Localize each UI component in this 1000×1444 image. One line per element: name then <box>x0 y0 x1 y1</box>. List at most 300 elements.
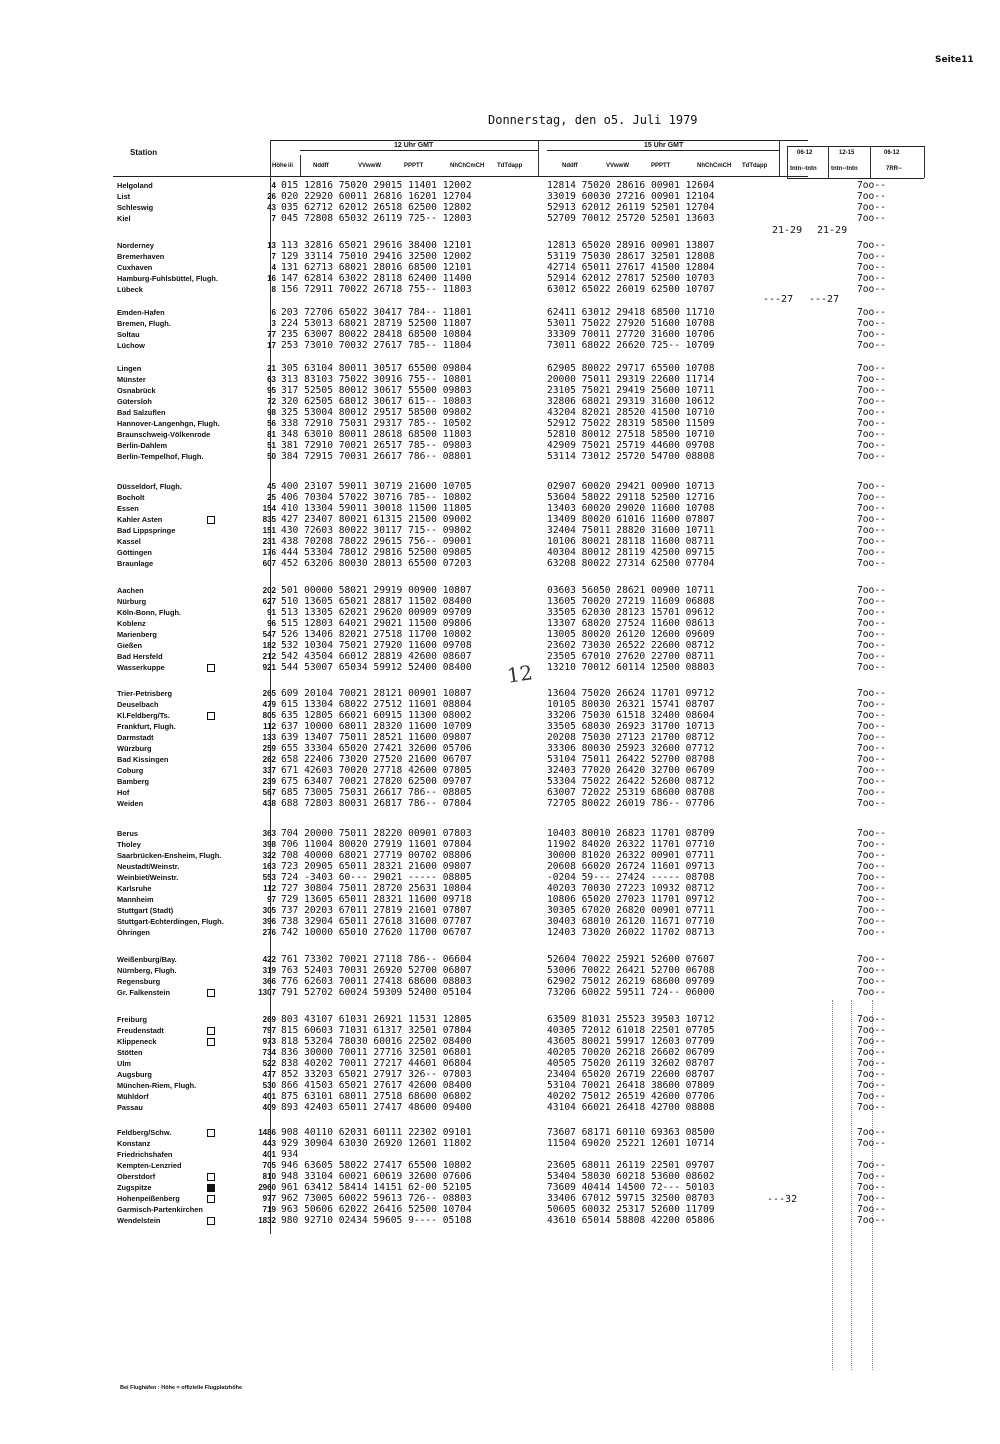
station-name: Zugspitze <box>117 1183 152 1192</box>
obs-12utc: 609 20104 70021 28121 00901 10807 <box>281 688 472 699</box>
obs-12utc: 452 63206 80030 28013 65500 07203 <box>281 558 472 569</box>
obs-12utc: 658 22406 73020 27520 21600 06707 <box>281 754 472 765</box>
station-height: 567 <box>262 788 276 797</box>
station-name: Ulm <box>117 1059 131 1068</box>
station-name: Weißenburg/Bay. <box>117 955 177 964</box>
obs-12utc: 852 33203 65021 27917 326-- 07803 <box>281 1069 472 1080</box>
obs-15utc: 40202 75012 26519 42600 07706 <box>547 1091 715 1102</box>
obs-15utc: 12813 65020 28916 00901 13807 <box>547 240 715 251</box>
obs-15utc: 53114 73012 25720 54700 08808 <box>547 451 715 462</box>
extra-code: 7oo-- <box>857 440 886 451</box>
station-name: Berlin-Tempelhof, Flugh. <box>117 452 204 461</box>
extra-code: 7oo-- <box>857 525 886 536</box>
obs-15utc: 13307 68020 27524 11600 08613 <box>547 618 715 629</box>
station-height: 17 <box>267 341 276 350</box>
obs-15utc: 53604 58022 29118 52500 12716 <box>547 492 715 503</box>
extra-code: 7oo-- <box>857 754 886 765</box>
obs-12utc: 384 72915 70031 26617 786-- 08801 <box>281 451 472 462</box>
station-height: 477 <box>262 1070 276 1079</box>
station-name: Hof <box>117 788 130 797</box>
extra-code: 7oo-- <box>857 251 886 262</box>
station-height: 163 <box>262 862 276 871</box>
obs-12utc: 929 30904 63030 26920 12601 11802 <box>281 1138 472 1149</box>
obs-12utc: 737 20203 67011 27819 21601 07807 <box>281 905 472 916</box>
station-name: Darmstadt <box>117 733 154 742</box>
extra-code: 7oo-- <box>857 1036 886 1047</box>
obs-12utc: 934 <box>281 1149 299 1160</box>
station-height: 112 <box>263 884 276 893</box>
obs-12utc: 685 73005 75031 26617 786-- 08805 <box>281 787 472 798</box>
obs-12utc: 708 40000 68021 27719 00702 08806 <box>281 850 472 861</box>
obs-12utc: 526 13406 82021 27518 11700 10802 <box>281 629 472 640</box>
station-name: Weinbiet/Weinstr. <box>117 873 179 882</box>
obs-15utc: 62902 75012 26219 68600 09709 <box>547 976 715 987</box>
obs-12utc: 203 72706 65022 30417 784-- 11801 <box>281 307 472 318</box>
station-name: Tholey <box>117 840 141 849</box>
station-height: 705 <box>262 1161 276 1170</box>
mountain-station-marker <box>207 1195 215 1203</box>
station-height: 443 <box>262 1139 276 1148</box>
obs-12utc: 015 12816 75020 29015 11401 12002 <box>281 180 472 191</box>
extra-code: 7oo-- <box>857 743 886 754</box>
station-height: 77 <box>267 330 276 339</box>
station-name: Oberstdorf <box>117 1172 156 1181</box>
obs-15utc: 33306 80030 25923 32600 07712 <box>547 743 715 754</box>
obs-12utc: 946 63605 58022 27417 65500 10802 <box>281 1160 472 1171</box>
rbox3-title: 06-12 <box>884 150 900 156</box>
station-height: 401 <box>262 1150 276 1159</box>
footnote: Bei Flughäfen : Höhe = offizielle Flugplatzhöhe <box>120 1385 243 1391</box>
extra-code: 7oo-- <box>857 451 886 462</box>
obs-15utc: 23505 67010 27620 22700 08711 <box>547 651 715 662</box>
station-height: 2960 <box>258 1183 276 1192</box>
station-height: 6 <box>271 308 276 317</box>
station-name: Hamburg-Fuhlsbüttel, Flugh. <box>117 274 218 283</box>
obs-12utc: 836 30000 70011 27716 32501 06801 <box>281 1047 472 1058</box>
right-box-divider <box>828 146 829 178</box>
col-divider <box>300 155 301 176</box>
station-height: 797 <box>262 1026 276 1035</box>
col-divider <box>779 140 780 176</box>
extra-code: 7oo-- <box>857 662 886 673</box>
extra-code: 7oo-- <box>857 240 886 251</box>
obs-15utc: 52709 70012 25720 52501 13603 <box>547 213 715 224</box>
station-height: 1486 <box>258 1128 276 1137</box>
obs-12utc: 671 42603 70020 27718 42600 07805 <box>281 765 472 776</box>
obs-15utc: 72705 80022 26019 786-- 07706 <box>547 798 715 809</box>
obs-15utc: 53404 58030 60218 53600 08602 <box>547 1171 715 1182</box>
obs-15utc: 53104 70021 26418 38600 07809 <box>547 1080 715 1091</box>
col15-vvwww: VVwwW <box>606 163 630 169</box>
obs-15utc: 52913 62012 26119 52501 12704 <box>547 202 715 213</box>
station-height: 212 <box>262 652 276 661</box>
station-height: 95 <box>267 386 276 395</box>
station-name: Bad Kissingen <box>117 755 169 764</box>
station-height: 530 <box>262 1081 276 1090</box>
extra-code: 7oo-- <box>857 213 886 224</box>
extra-code: 7oo-- <box>857 385 886 396</box>
station-name: Friedrichshafen <box>117 1150 173 1159</box>
station-name: Nürburg <box>117 597 147 606</box>
obs-15utc: 62905 80022 29717 65500 10708 <box>547 363 715 374</box>
extra-code: 7oo-- <box>857 273 886 284</box>
obs-15utc: 32806 68021 29319 31600 10612 <box>547 396 715 407</box>
mountain-station-marker <box>207 712 215 720</box>
station-height: 16 <box>267 274 276 283</box>
obs-15utc: 63012 65022 26019 62500 10707 <box>547 284 715 295</box>
obs-12utc: 317 52505 80012 30617 55500 09803 <box>281 385 472 396</box>
obs-12utc: 763 52403 70031 26920 52700 06807 <box>281 965 472 976</box>
obs-15utc: 13210 70012 60114 12500 08803 <box>547 662 715 673</box>
obs-12utc: 253 73010 70032 27617 785-- 11804 <box>281 340 472 351</box>
station-name: Kempten-Lenzried <box>117 1161 182 1170</box>
extra-code: 7oo-- <box>857 202 886 213</box>
extra-code: 7oo-- <box>857 1014 886 1025</box>
col-divider <box>538 140 539 176</box>
extra-code: 7oo-- <box>857 894 886 905</box>
station-name: Mannheim <box>117 895 154 904</box>
obs-12utc: 020 22920 60011 26816 16201 12704 <box>281 191 472 202</box>
station-height: 265 <box>262 689 276 698</box>
obs-12utc: 410 13304 59011 30018 11500 11805 <box>281 503 472 514</box>
station-name: Aachen <box>117 586 144 595</box>
station-name: Wendelstein <box>117 1216 161 1225</box>
station-height: 3 <box>271 319 276 328</box>
obs-15utc: 33019 60030 27216 00901 12104 <box>547 191 715 202</box>
station-name: Braunschweig-Völkenrode <box>117 430 211 439</box>
station-name: Bremerhaven <box>117 252 165 261</box>
station-name: Münster <box>117 375 146 384</box>
obs-12utc: 400 23107 59011 30719 21600 10705 <box>281 481 472 492</box>
extra-code: 7oo-- <box>857 776 886 787</box>
station-height: 977 <box>262 1194 276 1203</box>
extra-code: 7oo-- <box>857 536 886 547</box>
station-height: 322 <box>262 851 276 860</box>
obs-12utc: 510 13605 65021 28817 11502 08400 <box>281 596 472 607</box>
extra-code: 7oo-- <box>857 651 886 662</box>
obs-15utc: 23605 68011 26119 22501 09707 <box>547 1160 715 1171</box>
station-height: 607 <box>262 559 276 568</box>
obs-15utc: 02907 60020 29421 00900 10713 <box>547 481 715 492</box>
station-height: 25 <box>267 493 276 502</box>
obs-15utc: 30403 68010 26120 11671 07710 <box>547 916 715 927</box>
obs-15utc: 12814 75020 28616 00901 12604 <box>547 180 715 191</box>
range-value: ---32 <box>767 1194 798 1205</box>
station-height: 45 <box>267 482 276 491</box>
station-name: Berlin-Dahlem <box>117 441 168 450</box>
obs-12utc: 761 73302 70021 27118 786-- 06604 <box>281 954 472 965</box>
obs-15utc: 73607 68171 60110 69363 08500 <box>547 1127 715 1138</box>
extra-code: 7oo-- <box>857 374 886 385</box>
station-height: 98 <box>267 408 276 417</box>
obs-15utc: 23404 65020 26719 22600 08707 <box>547 1069 715 1080</box>
obs-15utc: 11504 69020 25221 12601 10714 <box>547 1138 715 1149</box>
obs-12utc: 320 62505 68012 30617 615-- 10803 <box>281 396 472 407</box>
extra-code: 7oo-- <box>857 1069 886 1080</box>
obs-15utc: 43104 66021 26418 42700 08808 <box>547 1102 715 1113</box>
station-name: Osnabrück <box>117 386 156 395</box>
rbox1-title: 06-12 <box>797 150 813 156</box>
obs-15utc: 52604 70022 25921 52600 07607 <box>547 954 715 965</box>
station-name: Lüchow <box>117 341 145 350</box>
mountain-station-marker <box>207 1217 215 1225</box>
station-height: 409 <box>262 1103 276 1112</box>
mountain-station-marker <box>207 989 215 997</box>
rbox1-sub: tntn--tntn <box>790 166 817 172</box>
col12-vvwww: VVwwW <box>358 163 382 169</box>
mountain-station-marker <box>207 664 215 672</box>
group12-header: 12 Uhr GMT <box>394 142 434 149</box>
extra-code: 7oo-- <box>857 787 886 798</box>
obs-15utc: 33505 62030 28123 15701 09612 <box>547 607 715 618</box>
obs-12utc: 305 63104 80011 30517 65500 09804 <box>281 363 472 374</box>
station-height: 719 <box>262 1205 276 1214</box>
station-name: Bremen, Flugh. <box>117 319 171 328</box>
group15-header: 15 Uhr GMT <box>644 142 684 149</box>
station-height: 479 <box>262 700 276 709</box>
obs-15utc: 13005 80020 26120 12600 09609 <box>547 629 715 640</box>
station-height: 26 <box>267 192 276 201</box>
extra-code: 7oo-- <box>857 798 886 809</box>
extra-code: 7oo-- <box>857 481 886 492</box>
station-name: Gr. Falkenstein <box>117 988 170 997</box>
station-height: 319 <box>262 966 276 975</box>
obs-15utc: 53006 70022 26421 52700 06708 <box>547 965 715 976</box>
obs-15utc: 52810 80012 27518 58500 10710 <box>547 429 715 440</box>
station-name: Passau <box>117 1103 143 1112</box>
obs-12utc: 615 13304 68022 27512 11601 08804 <box>281 699 472 710</box>
obs-12utc: 961 63412 58414 14151 62-00 52105 <box>281 1182 472 1193</box>
extra-code: 7oo-- <box>857 1160 886 1171</box>
station-name: Nürnberg, Flugh. <box>117 966 177 975</box>
extra-code: 7oo-- <box>857 839 886 850</box>
extra-code: 7oo-- <box>857 1127 886 1138</box>
dotted-guide <box>851 1000 852 1370</box>
station-height: 262 <box>262 755 276 764</box>
extra-code: 7oo-- <box>857 905 886 916</box>
station-name: Konstanz <box>117 1139 151 1148</box>
station-height: 154 <box>262 504 276 513</box>
station-name: Klippeneck <box>117 1037 157 1046</box>
obs-15utc: 13605 70020 27219 11609 06808 <box>547 596 715 607</box>
obs-12utc: 738 32904 65011 27618 31600 07707 <box>281 916 472 927</box>
obs-12utc: 544 53007 65034 59912 52400 08400 <box>281 662 472 673</box>
station-name: Neustadt/Weinstr. <box>117 862 180 871</box>
station-name: Coburg <box>117 766 144 775</box>
extra-code: 7oo-- <box>857 307 886 318</box>
obs-12utc: 818 53204 78030 60016 22502 08400 <box>281 1036 472 1047</box>
obs-12utc: 635 12805 66021 60915 11300 08002 <box>281 710 472 721</box>
extra-code: 7oo-- <box>857 1171 886 1182</box>
col12-nddff: Nddff <box>313 163 329 169</box>
obs-15utc: 20208 75030 27123 21700 08712 <box>547 732 715 743</box>
extra-code: 7oo-- <box>857 1193 886 1204</box>
obs-12utc: 129 33114 75010 29416 32500 12002 <box>281 251 472 262</box>
station-name: München-Riem, Flugh. <box>117 1081 197 1090</box>
extra-code: 7oo-- <box>857 607 886 618</box>
extra-code: 7oo-- <box>857 732 886 743</box>
station-name: Berus <box>117 829 138 838</box>
station-height: 7 <box>271 252 276 261</box>
station-height: 627 <box>262 597 276 606</box>
extra-code: 7oo-- <box>857 850 886 861</box>
extra-code: 7oo-- <box>857 418 886 429</box>
extra-code: 7oo-- <box>857 547 886 558</box>
station-name: Kl.Feldberg/Ts. <box>117 711 170 720</box>
right-box-divider <box>870 146 871 178</box>
extra-code: 7oo-- <box>857 585 886 596</box>
station-height: 182 <box>262 641 276 650</box>
extra-code: 7oo-- <box>857 396 886 407</box>
station-name: Garmisch-Partenkirchen <box>117 1205 203 1214</box>
obs-15utc: 53119 75030 28617 32501 12808 <box>547 251 715 262</box>
station-name: Stuttgart (Stadt) <box>117 906 174 915</box>
obs-15utc: 73011 68022 26620 725-- 10709 <box>547 340 715 351</box>
extra-code: 7oo-- <box>857 363 886 374</box>
right-box-rule <box>787 146 924 147</box>
station-name: Kassel <box>117 537 141 546</box>
station-name: Öhringen <box>117 928 150 937</box>
station-name: Deuselbach <box>117 700 159 709</box>
station-name: Lingen <box>117 364 142 373</box>
station-height: 734 <box>262 1048 276 1057</box>
station-name: Norderney <box>117 241 154 250</box>
station-height: 13 <box>267 241 276 250</box>
obs-15utc: 63007 72022 25319 68600 08708 <box>547 787 715 798</box>
mountain-station-marker <box>207 516 215 524</box>
obs-15utc: 33206 75030 61518 32400 08604 <box>547 710 715 721</box>
obs-15utc: 12403 73020 26022 11702 08713 <box>547 927 715 938</box>
obs-12utc: 866 41503 65021 27617 42600 08400 <box>281 1080 472 1091</box>
obs-15utc: 10106 80021 28118 11600 08711 <box>547 536 715 547</box>
extra-code: 7oo-- <box>857 916 886 927</box>
obs-12utc: 338 72910 75031 29317 785-- 10502 <box>281 418 472 429</box>
station-name: Bocholt <box>117 493 145 502</box>
obs-12utc: 688 72803 80031 26817 786-- 07804 <box>281 798 472 809</box>
obs-15utc: 20000 75011 29319 22600 11714 <box>547 374 715 385</box>
obs-12utc: 348 63010 80011 28618 68500 11803 <box>281 429 472 440</box>
right-box-rule <box>787 178 924 179</box>
station-name: Bamberg <box>117 777 150 786</box>
station-name: Emden-Hafen <box>117 308 165 317</box>
extra-code: 7oo-- <box>857 883 886 894</box>
station-height: 50 <box>267 452 276 461</box>
extra-code: 7oo-- <box>857 262 886 273</box>
obs-15utc: 23602 73030 26522 22600 08712 <box>547 640 715 651</box>
station-height: 363 <box>262 829 276 838</box>
station-name: Wasserkuppe <box>117 663 165 672</box>
extra-code: 7oo-- <box>857 1047 886 1058</box>
obs-15utc: 43605 80021 59917 12603 07709 <box>547 1036 715 1047</box>
extra-code: 7oo-- <box>857 710 886 721</box>
station-height: 1307 <box>258 988 276 997</box>
station-name: Augsburg <box>117 1070 152 1079</box>
obs-15utc: 40305 72012 61018 22501 07705 <box>547 1025 715 1036</box>
station-height: 269 <box>262 1015 276 1024</box>
extra-code: 7oo-- <box>857 407 886 418</box>
mountain-station-marker <box>207 1038 215 1046</box>
obs-15utc: 40203 70030 27223 10932 08712 <box>547 883 715 894</box>
station-height: 337 <box>262 766 276 775</box>
col15-ppptt: PPPTT <box>651 163 671 169</box>
col15-nddff: Nddff <box>562 163 578 169</box>
station-height: 112 <box>263 722 276 731</box>
station-height: 97 <box>267 895 276 904</box>
range-value: ---27 <box>763 294 794 305</box>
obs-12utc: 532 10304 75021 27920 11600 09708 <box>281 640 472 651</box>
extra-code: 7oo-- <box>857 1091 886 1102</box>
station-height: 43 <box>267 203 276 212</box>
obs-15utc: 40505 75020 26119 32602 08707 <box>547 1058 715 1069</box>
mountain-station-marker <box>207 1184 215 1192</box>
station-height: 921 <box>262 663 276 672</box>
station-height: 56 <box>267 419 276 428</box>
station-name: Kiel <box>117 214 131 223</box>
extra-code: 7oo-- <box>857 765 886 776</box>
station-height: 973 <box>262 1037 276 1046</box>
obs-12utc: 723 20905 65011 28321 21600 09807 <box>281 861 472 872</box>
obs-15utc: 53304 75022 26422 52600 08712 <box>547 776 715 787</box>
extra-code: 7oo-- <box>857 1204 886 1215</box>
right-box-divider <box>924 146 925 178</box>
obs-12utc: 815 60603 71031 61317 32501 07804 <box>281 1025 472 1036</box>
obs-12utc: 963 50606 62022 26416 52500 10704 <box>281 1204 472 1215</box>
extra-code: 7oo-- <box>857 318 886 329</box>
station-name: Helgoland <box>117 181 153 190</box>
station-height: 401 <box>262 1092 276 1101</box>
obs-15utc: 40304 80012 28119 42500 09715 <box>547 547 715 558</box>
station-height: 438 <box>262 799 276 808</box>
station-height: 305 <box>262 906 276 915</box>
station-height: 151 <box>262 526 276 535</box>
station-height: 522 <box>262 1059 276 1068</box>
obs-15utc: 13604 75020 26624 11701 09712 <box>547 688 715 699</box>
obs-15utc: 73206 60022 59511 724-- 06000 <box>547 987 715 998</box>
station-name: Weiden <box>117 799 144 808</box>
extra-code: 7oo-- <box>857 1058 886 1069</box>
station-height: 96 <box>267 619 276 628</box>
obs-12utc: 113 32816 65021 29616 38400 12101 <box>281 240 472 251</box>
obs-15utc: 33406 67012 59715 32500 08703 <box>547 1193 715 1204</box>
obs-12utc: 948 33104 60021 60619 32600 07606 <box>281 1171 472 1182</box>
station-height: 7 <box>271 214 276 223</box>
obs-12utc: 147 62814 63022 28118 62400 11400 <box>281 273 472 284</box>
station-height: 276 <box>262 928 276 937</box>
extra-code: 7oo-- <box>857 503 886 514</box>
obs-12utc: 325 53004 80012 29517 58500 09802 <box>281 407 472 418</box>
obs-15utc: 13403 60020 29020 11600 10708 <box>547 503 715 514</box>
obs-12utc: 045 72808 65032 26119 725-- 12803 <box>281 213 472 224</box>
station-name: Saarbrücken-Ensheim, Flugh. <box>117 851 222 860</box>
obs-12utc: 224 53013 68021 28719 52500 11807 <box>281 318 472 329</box>
station-name: Gießen <box>117 641 143 650</box>
obs-15utc: 62411 63012 29418 68500 11710 <box>547 307 715 318</box>
station-name: Göttingen <box>117 548 152 557</box>
obs-12utc: 791 52702 60024 59309 52400 05104 <box>281 987 472 998</box>
extra-code: 7oo-- <box>857 191 886 202</box>
col12-ppptt: PPPTT <box>404 163 424 169</box>
obs-12utc: 406 70304 57022 30716 785-- 10802 <box>281 492 472 503</box>
obs-15utc: 20608 66020 26724 11601 09713 <box>547 861 715 872</box>
extra-code: 7oo-- <box>857 987 886 998</box>
station-height: 21 <box>267 364 276 373</box>
station-height: 810 <box>262 1172 276 1181</box>
dotted-guide <box>832 1000 833 1370</box>
station-header: Station <box>130 148 158 157</box>
range-value: 21-29 <box>772 225 803 236</box>
station-name: Essen <box>117 504 139 513</box>
obs-15utc: 52912 75022 28319 58500 11509 <box>547 418 715 429</box>
